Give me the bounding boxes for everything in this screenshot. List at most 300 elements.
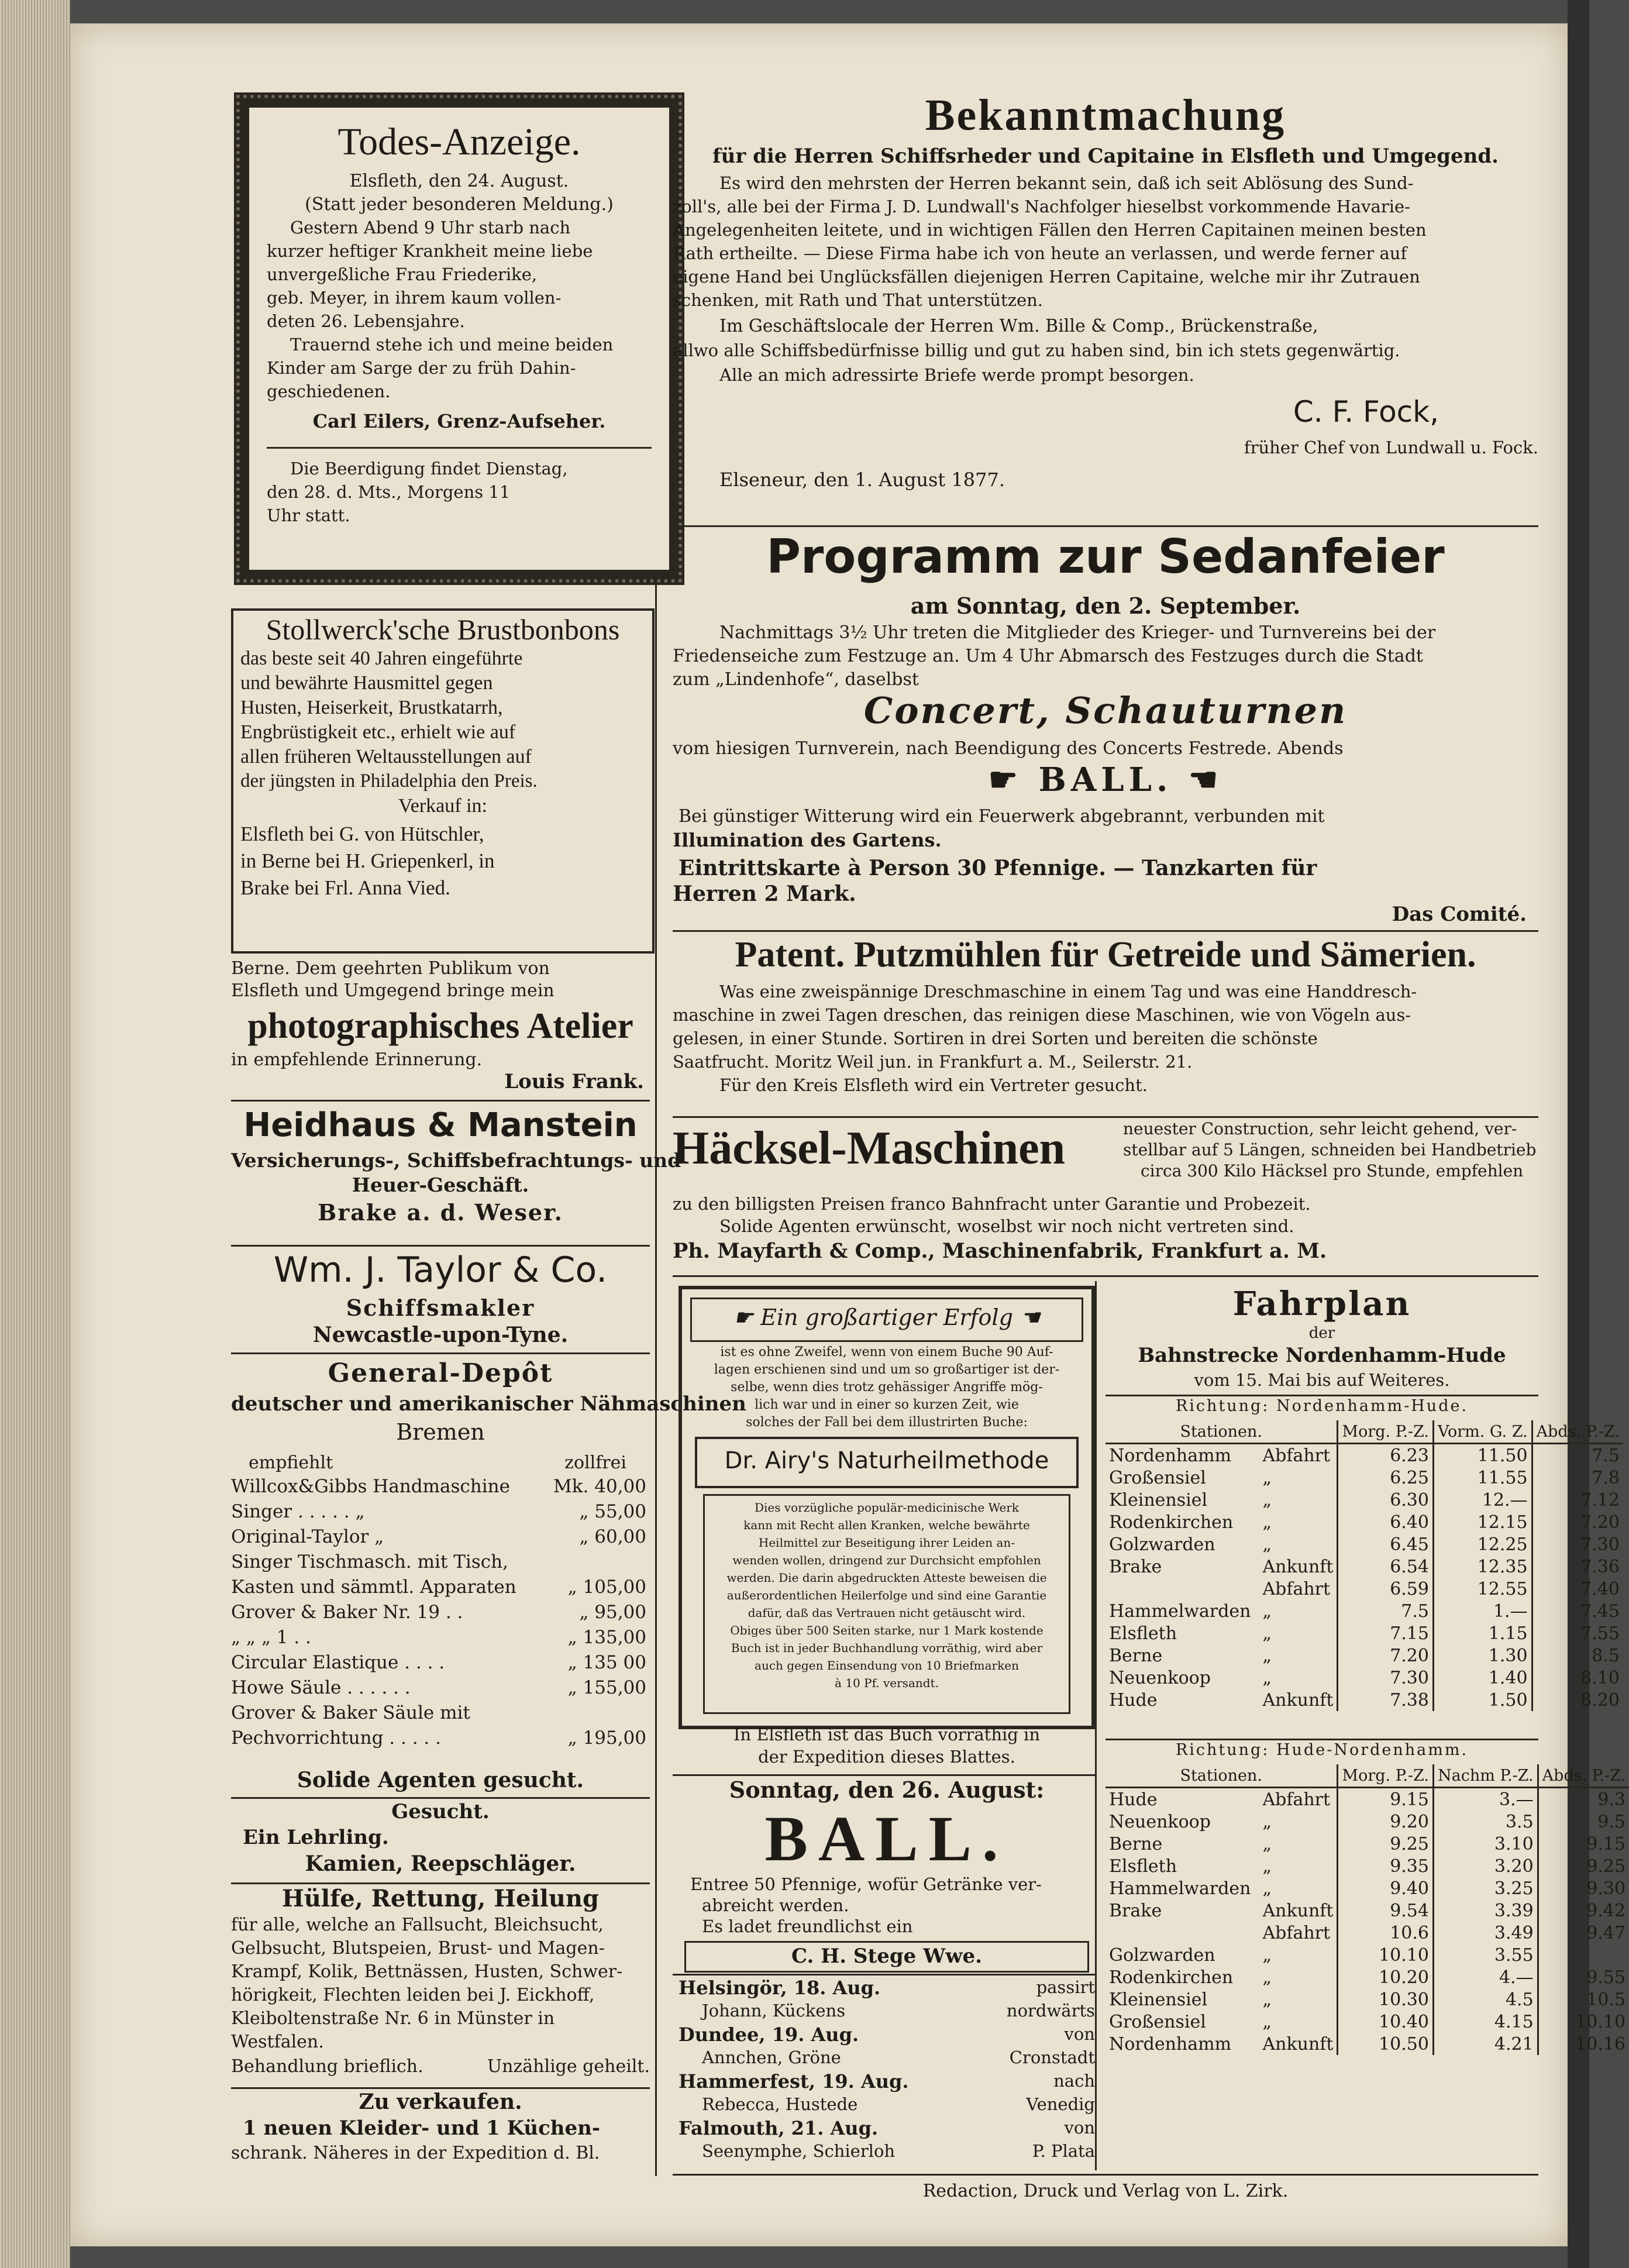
time-cell: 6.54 [1338, 1555, 1434, 1578]
arrival-departure: „ [1262, 1623, 1272, 1644]
sedan-programme [673, 529, 1538, 926]
airy-line: der Expedition dieses Blattes. [758, 1747, 1015, 1767]
price-value: Mk. 40,00 [553, 1476, 646, 1497]
bek-line: schenken, mit Rath und That unterstützen. [673, 290, 1043, 310]
divider [673, 930, 1538, 932]
newspaper-page [70, 23, 1626, 2246]
price-item: Singer Tischmasch. mit Tisch, [231, 1551, 508, 1572]
divider [673, 2174, 1538, 2176]
bek-line: Alle an mich adressirte Briefe werde prompt besorgen. [719, 365, 1194, 385]
price-value: „ 60,00 [579, 1526, 646, 1547]
ball-ad [679, 1778, 1095, 1942]
station-name: Golzwarden [1109, 1945, 1215, 1966]
sedan-line: vom hiesigen Turnverein, nach Beendigung des Concerts Festrede. Abends [673, 738, 1344, 759]
ship-entry: Falmouth, 21. Aug. [679, 2117, 879, 2139]
sedan-ball [673, 760, 1538, 799]
airy-line: Heilmittel zur Beseitigung ihrer Leiden an- [758, 1536, 1015, 1550]
timetable-line: der [1308, 1324, 1335, 1342]
funeral-line: Die Beerdigung findet Dienstag, [290, 459, 568, 479]
price-value: „ 195,00 [567, 1727, 646, 1749]
ad-line: hörigkeit, Flechten leiden bei J. Eickhoff, [231, 1985, 595, 2005]
airy-line: lagen erschienen sind und um so großartiger ist der- [714, 1362, 1060, 1377]
ad-line: Ein Lehrling. [243, 1826, 389, 1849]
time-cell: 7.30 [1532, 1533, 1623, 1555]
time-cell: 7.55 [1532, 1622, 1623, 1644]
patent-line: maschine in zwei Tagen dreschen, das reinigen diese Maschinen, wie von Vögeln aus- [673, 1005, 1411, 1025]
airy-ad [679, 1286, 1095, 1729]
ad-line: empfiehlt [249, 1453, 333, 1473]
time-cell: 7.40 [1532, 1578, 1623, 1600]
time-cell: 8.10 [1532, 1667, 1623, 1689]
heidhaus-title: Heidhaus & Manstein [243, 1106, 638, 1144]
arrival-departure: „ [1262, 1811, 1272, 1832]
col-header: Stationen. [1105, 1764, 1338, 1788]
arrival-departure: „ [1262, 2011, 1272, 2032]
arrival-departure: „ [1262, 1833, 1272, 1854]
time-cell: 9.47 [1538, 1922, 1629, 1944]
col-header: Vorm. G. Z. [1433, 1420, 1532, 1444]
station-name: Nordenhamm [1109, 2033, 1232, 2054]
station-name: Kleinensiel [1109, 1489, 1208, 1510]
timetable-row [1105, 1811, 1629, 1833]
ad-line: in empfehlende Erinnerung. [231, 1049, 483, 1070]
col-header: Morg. P.-Z. [1338, 1420, 1434, 1444]
ad-line: Engbrüstigkeit etc., erhielt wie auf [240, 721, 516, 743]
ad-line: Krampf, Kolik, Bettnässen, Husten, Schwer- [231, 1961, 623, 1982]
death-line: (Statt jeder besonderen Meldung.) [305, 194, 614, 215]
timetable-row [1105, 1622, 1623, 1644]
airy-line: dafür, daß das Vertrauen nicht getäuscht wird. [748, 1606, 1026, 1620]
time-cell: 7.12 [1532, 1489, 1623, 1511]
arrival-departure: „ [1262, 1667, 1272, 1688]
timetable-row [1105, 1444, 1623, 1467]
ad-line: Newcastle-upon-Tyne. [312, 1323, 569, 1347]
time-cell: 7.30 [1338, 1667, 1434, 1689]
book-page-edges [0, 0, 70, 2268]
timetable-direction: Richtung: Hude-Nordenhamm. [1175, 1741, 1469, 1759]
station-name: Großensiel [1109, 1467, 1206, 1488]
divider [673, 1774, 1095, 1776]
apprentice-ad [231, 1802, 650, 1884]
ship-status: Cronstadt [1009, 2047, 1095, 2067]
taylor-ad [231, 1252, 650, 1351]
divider [231, 2087, 650, 2089]
timetable-row [1105, 1988, 1629, 2011]
taylor-title: Wm. J. Taylor & Co. [273, 1250, 608, 1290]
haecksel-line: circa 300 Kilo Häcksel pro Stunde, empfehlen [1141, 1161, 1524, 1181]
arrival-departure: „ [1262, 1534, 1272, 1555]
airy-title-box [695, 1437, 1079, 1488]
price-value: „ 55,00 [579, 1501, 646, 1522]
airy-line: selbe, wenn dies trotz gehässiger Angriffe mög- [731, 1380, 1043, 1395]
bek-line: früher Chef von Lundwall u. Fock. [1244, 438, 1538, 457]
ad-line: Verkauf in: [398, 795, 487, 817]
patent-line: gelesen, in einer Stunde. Sortiren in drei Sorten und bereiten die schönste [673, 1028, 1318, 1048]
bek-line: allwo alle Schiffsbedürfnisse billig und gut zu haben sind, bin ich stets gegenwärtig. [673, 340, 1400, 360]
price-value: „ 95,00 [579, 1602, 646, 1623]
station-name: Brake [1109, 1556, 1162, 1577]
station-name: Golzwarden [1109, 1534, 1215, 1555]
timetable-row [1105, 1855, 1629, 1877]
timetable-row [1105, 2011, 1629, 2033]
time-cell: 9.3 [1538, 1788, 1629, 1811]
price-item: Singer . . . . . „ [231, 1501, 365, 1522]
airy-line: wenden wollen, dringend zur Durchsicht empfohlen [732, 1553, 1041, 1567]
time-cell: 9.5 [1538, 1811, 1629, 1833]
time-cell: 12.— [1433, 1489, 1532, 1511]
arrival-departure: „ [1262, 1512, 1272, 1533]
time-cell: 6.25 [1338, 1467, 1434, 1489]
airy-line: Buch ist in jeder Buchhandlung vorräthig, wird aber [731, 1641, 1043, 1655]
timetable-row [1105, 1833, 1629, 1855]
arrival-departure: Abfahrt [1262, 1789, 1331, 1810]
airy-line: auch gegen Einsendung von 10 Briefmarken [755, 1658, 1019, 1672]
price-item: Circular Elastique . . . . [231, 1652, 445, 1673]
price-item: Howe Säule . . . . . . [231, 1677, 411, 1698]
ship-entry: Seenymphe, Schierloh [702, 2141, 896, 2161]
time-cell: 9.42 [1538, 1899, 1629, 1922]
station-name: Hammelwarden [1109, 1878, 1251, 1899]
timetable-row [1105, 1877, 1629, 1899]
col-header: Stationen. [1105, 1420, 1338, 1444]
ad-line: in Berne bei H. Griepenkerl, in [240, 849, 495, 872]
divider [673, 1275, 1538, 1277]
arrival-departure: Ankunft [1262, 1900, 1334, 1921]
ad-line: schrank. Näheres in der Expedition d. Bl. [231, 2143, 600, 2163]
station-name [1105, 1578, 1254, 1600]
ship-news [679, 1978, 1095, 2171]
ball-line: Es ladet freundlichst ein [702, 1916, 913, 1936]
pointing-hand-icon: ☚ [1172, 760, 1223, 799]
airy-header-box [690, 1298, 1083, 1342]
timetable-row [1105, 1966, 1629, 1988]
ad-title: Gesucht. [391, 1800, 490, 1823]
time-cell: 10.20 [1338, 1966, 1434, 1988]
time-cell: 9.15 [1538, 1833, 1629, 1855]
depot-title: General-Depôt [328, 1358, 553, 1388]
haecksel-line: neuester Construction, sehr leicht gehend, ver- [1123, 1119, 1517, 1138]
bek-line: Rath ertheilte. — Diese Firma habe ich von heute an verlassen, und werde ferner auf [673, 243, 1407, 263]
ad-title: Zu verkaufen. [359, 2090, 522, 2114]
time-cell: 10.30 [1338, 1988, 1434, 2011]
stollwerck-ad [231, 608, 655, 954]
time-cell: 9.25 [1338, 1833, 1434, 1855]
station-name: Rodenkirchen [1109, 1967, 1234, 1988]
ad-line: zollfrei [564, 1453, 626, 1473]
funeral-line: Uhr statt. [267, 505, 350, 525]
ship-status: passirt [1036, 1977, 1095, 1997]
station-name: Hude [1109, 1689, 1158, 1711]
airy-line: lich war und in einer so kurzen Zeit, wie [755, 1398, 1019, 1412]
timetable-row [1105, 1899, 1629, 1922]
death-signature: Carl Eilers, Grenz-Aufseher. [312, 410, 606, 432]
timetable-row [1105, 1689, 1623, 1711]
ship-status: nach [1053, 2071, 1095, 2091]
time-cell: 7.45 [1532, 1600, 1623, 1622]
time-cell: 3.20 [1433, 1855, 1538, 1877]
general-depot-ad [231, 1358, 746, 1805]
time-cell: 11.50 [1433, 1444, 1532, 1467]
time-cell: 7.36 [1532, 1555, 1623, 1578]
airy-footer [679, 1726, 1095, 1773]
death-title: Todes-Anzeige. [337, 121, 581, 163]
death-line: Trauernd stehe ich und meine beiden [290, 335, 614, 355]
ad-line: Kamien, Reepschläger. [305, 1851, 576, 1876]
funeral-line: den 28. d. Mts., Morgens 11 [267, 482, 511, 502]
time-cell: 9.20 [1338, 1811, 1434, 1833]
time-cell: 4.15 [1433, 2011, 1538, 2033]
airy-line: Obiges über 500 Seiten starke, nur 1 Mark kostende [730, 1623, 1043, 1637]
price-item: Willcox&Gibbs Handmaschine [231, 1476, 510, 1497]
timetable-table-2 [1105, 1764, 1629, 2055]
price-item: Grover & Baker Nr. 19 . . [231, 1602, 463, 1623]
divider [673, 1116, 1538, 1118]
arrival-departure: „ [1262, 1856, 1272, 1877]
death-line: Elsfleth, den 24. August. [349, 171, 569, 191]
ship-entry: Dundee, 19. Aug. [679, 2023, 859, 2046]
sedan-line: Bei günstiger Witterung wird ein Feuerwerk abgebrannt, verbunden mit [679, 806, 1325, 827]
timetable-title: Fahrplan [1232, 1285, 1411, 1323]
timetable-row [1105, 1944, 1629, 1966]
ad-line: deutscher und amerikanischer Nähmaschinen [231, 1392, 746, 1416]
time-cell: 3.25 [1433, 1877, 1538, 1899]
death-line: kurzer heftiger Krankheit meine liebe [267, 241, 593, 261]
ship-entry: Annchen, Gröne [702, 2047, 841, 2067]
station-name: Kleinensiel [1109, 1989, 1208, 2010]
ad-line: Versicherungs-, Schiffsbefrachtungs- und [231, 1149, 681, 1172]
divider [267, 447, 652, 449]
station-name: Großensiel [1109, 2011, 1206, 2032]
airy-line: außerordentlichen Heilerfolge und sind eine Garantie [726, 1588, 1047, 1602]
time-cell: 4.21 [1433, 2033, 1538, 2055]
sedan-line: Herren 2 Mark. [673, 882, 856, 906]
timetable-validity: vom 15. Mai bis auf Weiteres. [1194, 1370, 1450, 1390]
time-cell: 12.55 [1433, 1578, 1532, 1600]
airy-line: In Elsfleth ist das Buch vorräthig in [733, 1725, 1041, 1744]
putzmuehlen-ad [673, 936, 1538, 1117]
ad-line: Elsfleth und Umgegend bringe mein [231, 980, 555, 1001]
time-cell: 1.— [1433, 1600, 1532, 1622]
arrival-departure: Abfahrt [1262, 1445, 1331, 1466]
arrival-departure: „ [1262, 1967, 1272, 1988]
time-cell: 3.49 [1433, 1922, 1538, 1944]
station-name: Hammelwarden [1109, 1601, 1251, 1622]
bekanntmachung [673, 92, 1538, 519]
timetable-route: Bahnstrecke Nordenhamm-Hude [1138, 1344, 1506, 1367]
timetable-row [1105, 2033, 1629, 2055]
time-cell: 3.10 [1433, 1833, 1538, 1855]
price-item: Kasten und sämmtl. Apparaten [231, 1577, 516, 1598]
ad-line: Elsfleth bei G. von Hütschler, [240, 822, 484, 845]
station-name: Neuenkoop [1109, 1811, 1211, 1832]
station-name [1105, 1922, 1254, 1944]
time-cell: 7.20 [1338, 1644, 1434, 1667]
stollwerck-body [240, 648, 645, 941]
divider [231, 1245, 650, 1247]
time-cell: 11.55 [1433, 1467, 1532, 1489]
divider [231, 1100, 650, 1102]
time-cell: 3.— [1433, 1788, 1538, 1811]
ad-line: für alle, welche an Fallsucht, Bleichsucht, [231, 1915, 604, 1935]
photo-signature: Louis Frank. [504, 1070, 644, 1093]
arrival-departure: „ [1262, 1467, 1272, 1488]
time-cell: 1.15 [1433, 1622, 1532, 1644]
bek-line: eigene Hand bei Unglücksfällen diejenigen Herren Capitaine, welche mir ihr Zutrauen [673, 267, 1420, 287]
ball-line: abreicht werden. [702, 1895, 849, 1915]
arrival-departure: Ankunft [1262, 1556, 1334, 1577]
patent-line: Was eine zweispännige Dreschmaschine in einem Tag und was eine Handdresch- [719, 982, 1417, 1002]
station-name: Brake [1109, 1900, 1162, 1921]
time-cell: 7.5 [1532, 1444, 1623, 1467]
ball-header: Sonntag, den 26. August: [729, 1777, 1045, 1803]
imprint: Redaction, Druck und Verlag von L. Zirk. [922, 2181, 1289, 2201]
column-rule [1095, 1281, 1097, 2170]
time-cell: 3.55 [1433, 1944, 1538, 1966]
airy-title: Dr. Airy's Naturheilmethode [724, 1447, 1049, 1474]
patent-line: Saatfrucht. Moritz Weil jun. in Frankfurt a. M., Seilerstr. 21. [673, 1052, 1193, 1072]
death-line: deten 26. Lebensjahre. [267, 311, 465, 331]
airy-body-box [703, 1494, 1070, 1714]
station-name: Hude [1109, 1789, 1158, 1810]
bek-signature: C. F. Fock, [1293, 395, 1439, 429]
time-cell: 9.15 [1338, 1788, 1434, 1811]
price-value: „ 105,00 [567, 1577, 646, 1598]
airy-line: ist es ohne Zweifel, wenn von einem Buche 90 Auf- [720, 1345, 1053, 1360]
time-cell: 6.23 [1338, 1444, 1434, 1467]
arrival-departure: „ [1262, 1489, 1272, 1510]
sedan-concert: Concert, Schauturnen [863, 689, 1348, 732]
col-header: Morg. P.-Z. [1338, 1764, 1434, 1788]
bek-line: Im Geschäftslocale der Herren Wm. Bille & Comp., Brückenstraße, [719, 316, 1318, 336]
stollwerck-title: Stollwerck'sche Brustbonbons [266, 613, 620, 646]
ball-title: BALL. [764, 1803, 1009, 1874]
arrival-departure: Abfahrt [1262, 1922, 1331, 1943]
time-cell: 10.50 [1338, 2033, 1434, 2055]
divider [231, 1797, 650, 1799]
time-cell: 12.15 [1433, 1511, 1532, 1533]
divider [673, 525, 1538, 527]
airy-line: à 10 Pf. versandt. [835, 1676, 939, 1690]
station-name: Berne [1109, 1645, 1163, 1666]
price-list [231, 1477, 650, 1758]
station-name: Nordenhamm [1109, 1445, 1232, 1466]
ad-line: Bremen [396, 1419, 485, 1445]
ship-status: P. Plata [1032, 2141, 1095, 2161]
photo-title: photographisches Atelier [247, 1006, 633, 1046]
col-header: Abds. P.-Z. [1532, 1420, 1623, 1444]
arrival-departure: „ [1262, 1945, 1272, 1966]
price-value: „ 135,00 [567, 1627, 646, 1648]
sedan-signature: Das Comité. [1392, 903, 1527, 926]
time-cell: 9.30 [1538, 1877, 1629, 1899]
time-cell: 3.39 [1433, 1899, 1538, 1922]
timetable-table-1 [1105, 1420, 1623, 1711]
ship-entry: Rebecca, Hustede [702, 2094, 858, 2114]
ad-line: allen früheren Weltausstellungen auf [240, 746, 532, 768]
arrival-departure: Abfahrt [1262, 1578, 1331, 1599]
haecksel-line: Ph. Mayfarth & Comp., Maschinenfabrik, Frankfurt a. M. [673, 1239, 1327, 1263]
airy-line: Dies vorzügliche populär-medicinische Werk [754, 1500, 1020, 1515]
timetable-row [1105, 1489, 1623, 1511]
ball-sign-box [684, 1941, 1089, 1973]
arrival-departure: „ [1262, 1601, 1272, 1622]
ad-line: Westfalen. [231, 2032, 324, 2052]
time-cell: 4.— [1433, 1966, 1538, 1988]
time-cell: 6.45 [1338, 1533, 1434, 1555]
haecksel-ad [673, 1120, 1538, 1284]
ad-line: Brake a. d. Weser. [318, 1199, 563, 1226]
patent-title: Patent. Putzmühlen für Getreide und Sämerien. [735, 935, 1476, 975]
ad-line: 1 neuen Kleider- und 1 Küchen- [243, 2116, 600, 2140]
ad-line: Husten, Heiserkeit, Brustkatarrh, [240, 697, 503, 718]
arrival-departure: Ankunft [1262, 2033, 1334, 2054]
time-cell: 4.5 [1433, 1988, 1538, 2011]
bek-line: Angelegenheiten leitete, und in wichtigen Fällen den Herren Capitainen meinen besten [673, 220, 1427, 240]
timetable-row [1105, 1555, 1623, 1578]
sedan-line: zum „Lindenhofe“, daselbst [673, 669, 919, 690]
divider [231, 1352, 650, 1354]
sedan-subtitle: am Sonntag, den 2. September. [910, 593, 1301, 619]
bek-place: Elseneur, den 1. August 1877. [719, 469, 1005, 491]
ship-entry: Hammerfest, 19. Aug. [679, 2070, 909, 2093]
death-line: Gestern Abend 9 Uhr starb nach [290, 218, 571, 238]
time-cell: 10.10 [1538, 2011, 1629, 2033]
time-cell: 12.25 [1433, 1533, 1532, 1555]
timetable-row [1105, 1578, 1623, 1600]
pointing-hand-icon: ☚ [1012, 1305, 1041, 1330]
time-cell: 10.5 [1538, 1988, 1629, 2011]
time-cell [1538, 1944, 1629, 1966]
timetable-row [1105, 1533, 1623, 1555]
timetable-row [1105, 1600, 1623, 1622]
ball-line: Entree 50 Pfennige, wofür Getränke ver- [690, 1874, 1042, 1894]
time-cell: 8.20 [1532, 1689, 1623, 1711]
airy-line: kann mit Recht allen Kranken, welche bewährte [743, 1518, 1030, 1532]
time-cell: 7.5 [1338, 1600, 1434, 1622]
timetable-row [1105, 1644, 1623, 1667]
time-cell: 9.54 [1338, 1899, 1434, 1922]
timetable-row [1105, 1667, 1623, 1689]
airy-line: werden. Die darin abgedruckten Atteste beweisen die [726, 1571, 1047, 1585]
station-name: Rodenkirchen [1109, 1512, 1234, 1533]
ad-line: Schiffsmakler [346, 1295, 535, 1321]
sedan-line: Friedenseiche zum Festzuge an. Um 4 Uhr Abmarsch des Festzuges durch die Stadt [673, 646, 1423, 666]
death-line: geb. Meyer, in ihrem kaum vollen- [267, 288, 562, 308]
patent-line: Für den Kreis Elsfleth wird ein Vertreter gesucht. [719, 1075, 1148, 1095]
ship-status: nordwärts [1006, 2001, 1095, 2021]
price-item: Original-Taylor „ [231, 1526, 384, 1547]
price-item: Pechvorrichtung . . . . . [231, 1727, 441, 1749]
bek-line: Es wird den mehrsten der Herren bekannt sein, daß ich seit Ablösung des Sund- [719, 173, 1414, 193]
ad-line: Brake bei Frl. Anna Vied. [240, 876, 450, 899]
huelfe-ad [231, 1887, 650, 2085]
ad-line: Unzählige geheilt. [487, 2056, 650, 2077]
time-cell: 10.10 [1338, 1944, 1434, 1966]
airy-header [692, 1306, 1082, 1330]
time-cell: 9.55 [1538, 1966, 1629, 1988]
time-cell: 8.5 [1532, 1644, 1623, 1667]
col-header: Nachm P.-Z. [1433, 1764, 1538, 1788]
arrival-departure: „ [1262, 1878, 1272, 1899]
time-cell: 10.6 [1338, 1922, 1434, 1944]
ship-status: Venedig [1026, 2094, 1095, 2114]
price-value: „ 135 00 [567, 1652, 646, 1673]
timetable-row [1105, 1788, 1629, 1811]
timetable [1105, 1285, 1626, 2176]
timetable-row [1105, 1511, 1623, 1533]
time-cell: 9.35 [1338, 1855, 1434, 1877]
sedan-title: Programm zur Sedanfeier [766, 529, 1445, 584]
